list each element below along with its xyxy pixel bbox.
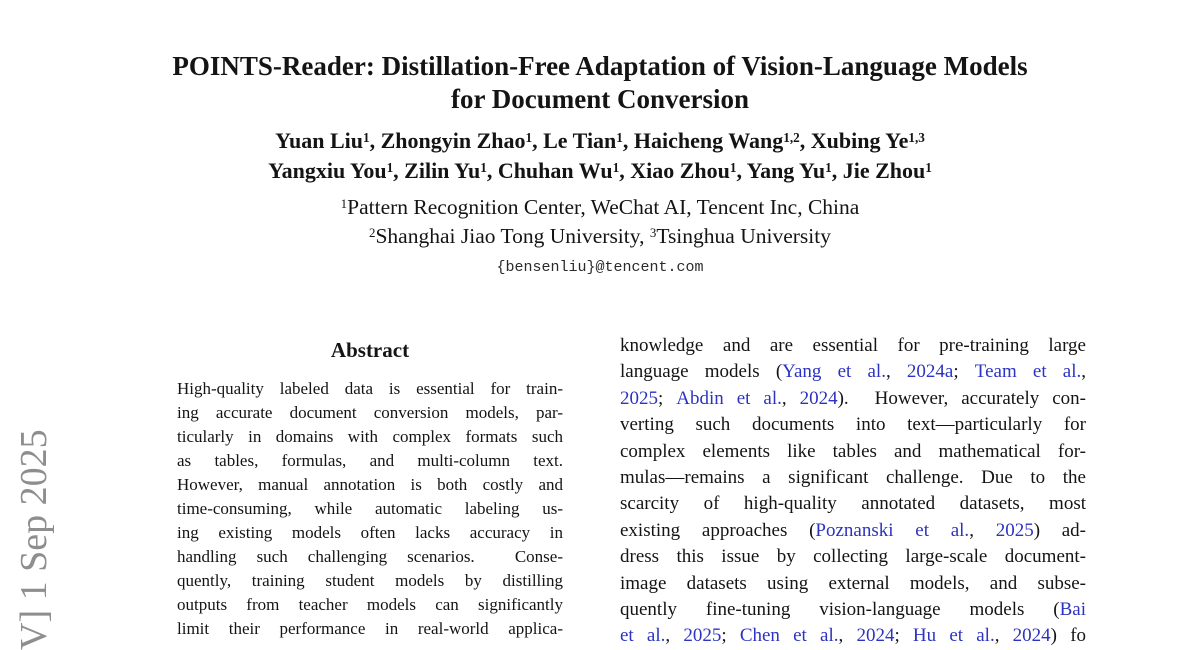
citation-link[interactable]: Hu et al.: [912, 625, 995, 647]
affiliation-list: [0, 193, 1200, 251]
text-segment: ,: [1081, 361, 1087, 383]
abstract-text-line: handling such challenging scenarios. Conse-: [177, 547, 563, 566]
body-text-line: [620, 597, 1086, 623]
citation-link[interactable]: 2024a: [906, 361, 954, 383]
text-segment: knowledge and are essential for pre-training large: [620, 335, 1086, 356]
arxiv-stamp: V] 1 Sep 2025: [13, 429, 55, 650]
citation-link[interactable]: et al.: [620, 625, 666, 647]
body-text-line: [620, 359, 1086, 385]
text-segment: ,: [994, 625, 1013, 647]
citation-link[interactable]: 2024: [856, 625, 895, 647]
author-affiliation-marker: 1: [480, 160, 487, 176]
body-text-line: [620, 544, 1086, 570]
author-affiliation-marker: 1: [825, 160, 832, 176]
affiliation-marker: 2: [369, 226, 376, 241]
text-segment: ) ad-: [1033, 519, 1087, 541]
author: Le Tian$^1$,: [543, 128, 634, 153]
text-segment: ,: [969, 519, 996, 541]
citation-link[interactable]: Abdin et al.: [676, 387, 782, 409]
text-segment: ) fo: [1050, 625, 1087, 647]
author: Jie Zhou$^1$: [842, 158, 932, 183]
affiliation-line: $^1$Pattern Recognition Center, WeChat AI, Tencent Inc, China: [340, 195, 860, 219]
citation-link[interactable]: 2025: [620, 387, 658, 409]
author-affiliation-marker: 1: [925, 160, 932, 176]
text-segment: image datasets using external models, and subse-: [620, 572, 1086, 594]
abstract-text-line: ing existing models often lacks accuracy in: [177, 523, 563, 542]
text-segment: ,: [665, 625, 684, 647]
text-segment: scarcity of high-quality annotated datasets, most: [620, 493, 1086, 515]
text-segment: verting such documents into text—particularly for: [620, 414, 1086, 436]
abstract-text-line: as tables, formulas, and multi-column text.: [177, 451, 563, 470]
text-segment: ,: [838, 625, 857, 647]
author-affiliation-marker: 1: [363, 130, 370, 146]
citation-link[interactable]: Yang et al.: [782, 361, 886, 383]
body-text-line: [620, 412, 1086, 438]
body-text-line: [620, 571, 1086, 597]
citation-link[interactable]: 2024: [1012, 625, 1051, 647]
citation-link[interactable]: 2025: [995, 519, 1034, 541]
author: Zhongyin Zhao$^1$,: [380, 128, 544, 153]
author: Xiao Zhou$^1$,: [630, 158, 747, 183]
abstract-text-line: ing accurate document conversion models, par-: [177, 403, 563, 422]
citation-link[interactable]: Poznanski et al.: [815, 519, 970, 541]
affiliation-line: $^2$Shanghai Jiao Tong University, $^3$Tsinghua University: [369, 224, 831, 248]
body-text-line: [620, 465, 1086, 491]
text-segment: ;: [953, 361, 975, 383]
author-affiliation-marker: 1: [386, 160, 394, 176]
author-affiliation-marker: 1: [525, 130, 533, 146]
text-segment: ;: [894, 625, 913, 647]
author: Chuhan Wu$^1$,: [497, 158, 631, 183]
author-affiliation-marker: 1: [729, 160, 737, 176]
body-text-line: [620, 491, 1086, 517]
text-segment: language models (: [620, 361, 783, 383]
text-segment: ;: [721, 625, 740, 647]
text-segment: dress this issue by collecting large-scale document-: [620, 546, 1086, 568]
paper-title-line1: POINTS-Reader: Distillation-Free Adaptation of Vision-Language Models: [172, 51, 1028, 81]
author-line: [0, 156, 1200, 186]
affiliation-marker: 3: [649, 226, 657, 241]
body-text-line: [620, 333, 1086, 359]
text-segment: ,: [781, 387, 800, 409]
text-segment: quently fine-tuning vision-language models (: [620, 599, 1060, 621]
author-affiliation-marker: 1,3: [908, 130, 925, 146]
abstract-paragraph: [177, 377, 563, 641]
citation-link[interactable]: 2024: [799, 387, 838, 409]
text-segment: complex elements like tables and mathematical for-: [620, 440, 1086, 462]
author: Zilin Yu$^1$,: [404, 158, 498, 183]
author-list: [0, 126, 1200, 186]
abstract-text-line: time-consuming, while automatic labeling us-: [177, 499, 563, 518]
text-segment: existing approaches (: [620, 519, 816, 541]
body-text-line: [620, 386, 1086, 412]
citation-link[interactable]: Team et al.: [974, 361, 1082, 383]
abstract-text-line: outputs from teacher models can significantly: [177, 595, 563, 614]
citation-link[interactable]: 2025: [683, 625, 722, 647]
author-line: [0, 126, 1200, 156]
text-segment: ,: [885, 361, 907, 383]
paper-title: [0, 50, 1200, 116]
abstract-heading: Abstract: [330, 338, 410, 362]
citation-link[interactable]: Chen et al.: [739, 625, 839, 647]
contact-email: {bensenliu}@tencent.com: [496, 259, 704, 276]
text-segment: ;: [658, 387, 677, 409]
text-segment: ). However, accurately con-: [837, 387, 1087, 409]
abstract-text-line: quently, training student models by distilling: [177, 571, 563, 590]
author: Yuan Liu$^1$,: [275, 128, 381, 153]
author: Yang Yu$^1$,: [746, 158, 843, 183]
affiliation-marker: 1: [340, 197, 348, 212]
paper-title-line2: for Document Conversion: [451, 84, 749, 114]
author: Yangxiu You$^1$,: [268, 158, 405, 183]
citation-link[interactable]: Bai: [1059, 599, 1086, 621]
author: Haicheng Wang$^{1,2}$,: [633, 128, 811, 153]
abstract-text-line: However, manual annotation is both costly and: [177, 475, 563, 494]
abstract-text-line: High-quality labeled data is essential for train-: [177, 379, 563, 398]
text-segment: mulas—remains a significant challenge. Due to the: [620, 467, 1086, 489]
abstract-text-line: limit their performance in real-world applica-: [177, 619, 563, 638]
body-text-line: [620, 439, 1086, 465]
abstract-text-line: ticularly in domains with complex formats such: [177, 427, 563, 446]
introduction-column: [620, 333, 1086, 650]
body-text-line: [620, 623, 1086, 649]
author-affiliation-marker: 1,2: [783, 130, 800, 146]
author-affiliation-marker: 1: [612, 160, 620, 176]
author-affiliation-marker: 1: [616, 130, 623, 146]
author: Xubing Ye$^{1,3}$: [810, 128, 925, 153]
body-text-line: [620, 518, 1086, 544]
